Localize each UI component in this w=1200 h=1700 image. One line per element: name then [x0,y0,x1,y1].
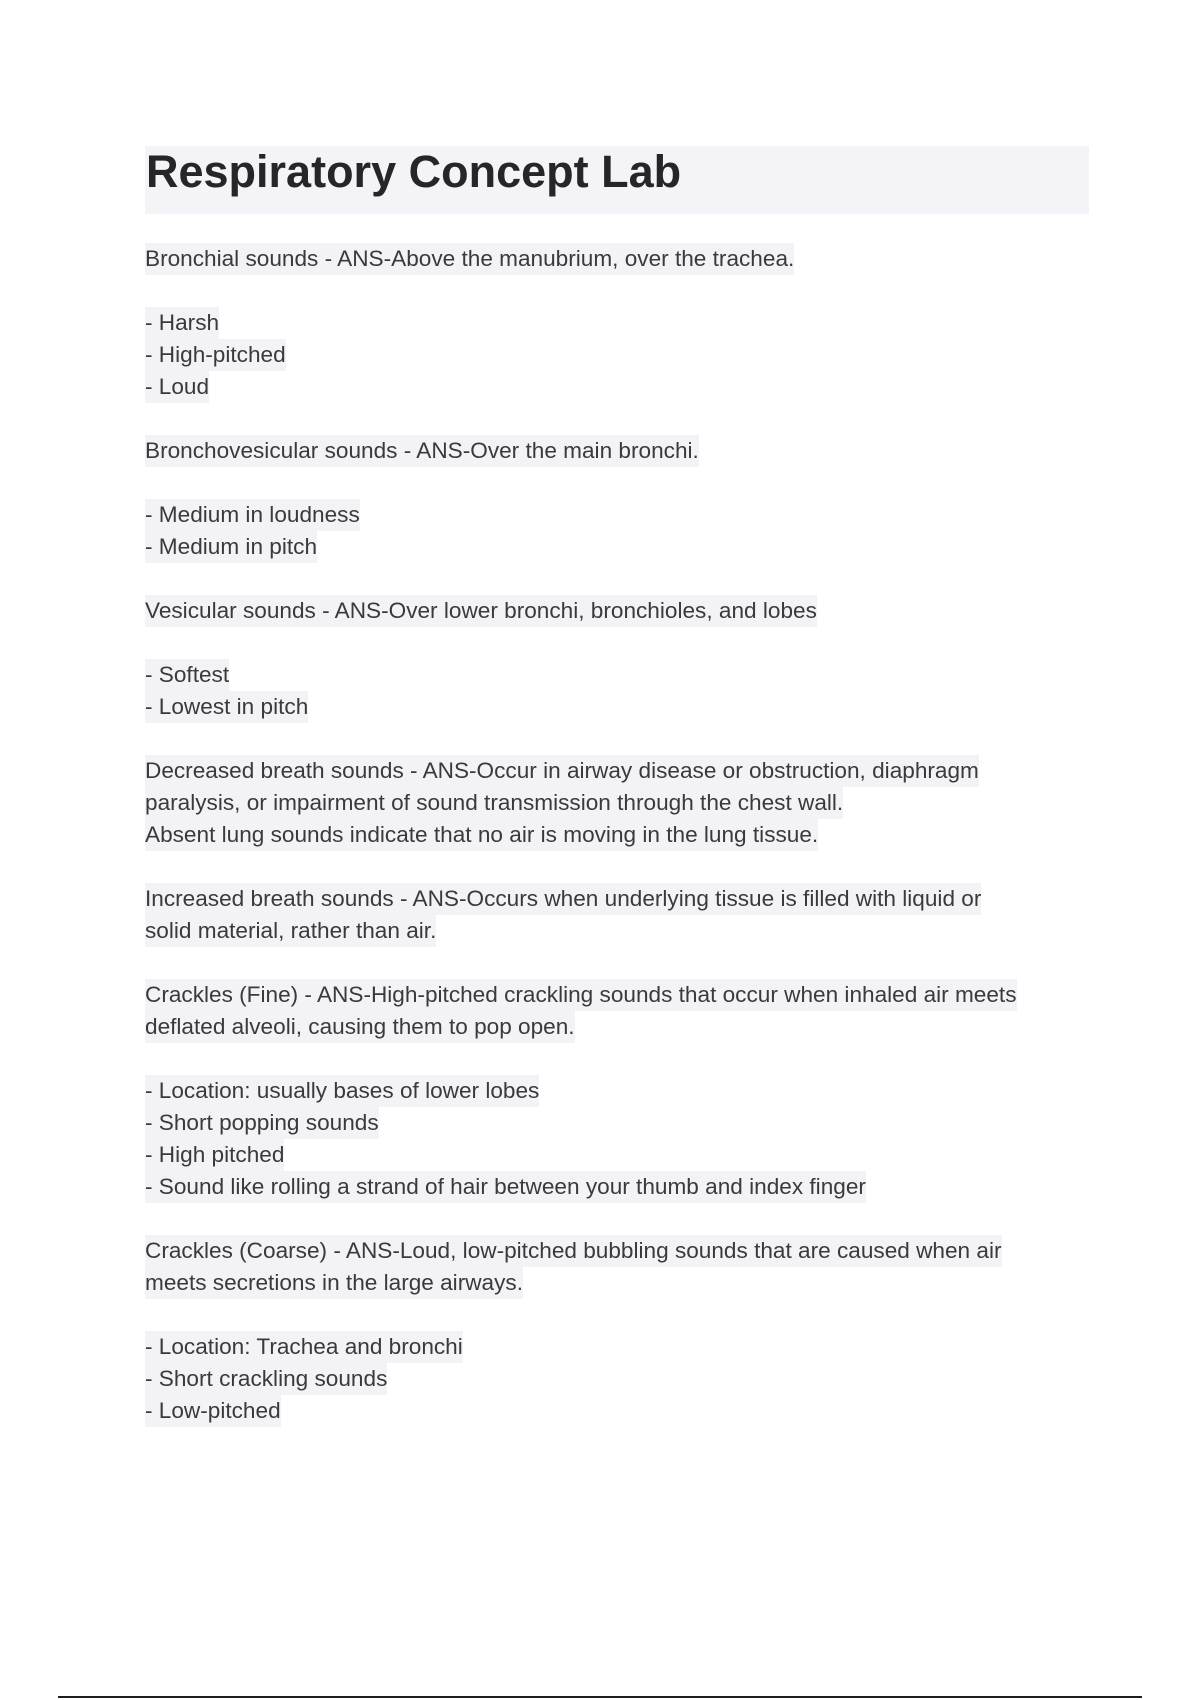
bullet-item: - Short popping sounds [145,1107,379,1139]
paragraph-gap [145,1299,1089,1331]
bullet-item: - Low-pitched [145,1395,281,1427]
paragraph-gap [145,851,1089,883]
paragraph-gap [145,563,1089,595]
bullet-item: - Softest [145,659,229,691]
paragraph-line: Bronchovesicular sounds - ANS-Over the main bronchi. [145,435,699,467]
paragraph-line: Vesicular sounds - ANS-Over lower bronchi, bronchioles, and lobes [145,595,817,627]
term-paragraph [145,979,1089,1043]
paragraph-line: Decreased breath sounds - ANS-Occur in airway disease or obstruction, diaphragm [145,755,979,787]
bullet-item: - Sound like rolling a strand of hair between your thumb and index finger [145,1171,866,1203]
paragraph-line: Increased breath sounds - ANS-Occurs when underlying tissue is filled with liquid or [145,883,981,915]
bullet-item: - Location: Trachea and bronchi [145,1331,463,1363]
bullet-item: - Harsh [145,307,219,339]
paragraph-line: Absent lung sounds indicate that no air is moving in the lung tissue. [145,819,818,851]
paragraph-gap [145,275,1089,307]
term-paragraph [145,883,1089,947]
paragraph-gap [145,627,1089,659]
page-bottom-rule [58,1696,1142,1698]
paragraph-gap [145,1203,1089,1235]
term-paragraph [145,435,1089,467]
paragraph-line: Crackles (Coarse) - ANS-Loud, low-pitched bubbling sounds that are caused when air [145,1235,1002,1267]
paragraph-line: solid material, rather than air. [145,915,436,947]
bullet-item: - High-pitched [145,339,286,371]
term-paragraph [145,595,1089,627]
term-paragraph [145,243,1089,275]
paragraph-gap [145,467,1089,499]
paragraph-gap [145,1043,1089,1075]
document-title: Respiratory Concept Lab [146,146,682,197]
bullet-item: - Medium in loudness [145,499,360,531]
paragraph-line: meets secretions in the large airways. [145,1267,523,1299]
bullet-list [145,1075,1089,1203]
term-paragraph [145,755,1089,851]
bullet-item: - Short crackling sounds [145,1363,387,1395]
paragraph-line: paralysis, or impairment of sound transmission through the chest wall. [145,787,843,819]
paragraph-line: Crackles (Fine) - ANS-High-pitched crackling sounds that occur when inhaled air meets [145,979,1017,1011]
bullet-list [145,307,1089,403]
bullet-item: - Loud [145,371,209,403]
paragraph-gap [145,723,1089,755]
document-body [145,243,1089,1427]
bullet-list [145,1331,1089,1427]
bullet-item: - High pitched [145,1139,284,1171]
bullet-item: - Lowest in pitch [145,691,308,723]
bullet-list [145,499,1089,563]
paragraph-gap [145,947,1089,979]
bullet-list [145,659,1089,723]
bullet-item: - Medium in pitch [145,531,317,563]
term-paragraph [145,1235,1089,1299]
bullet-item: - Location: usually bases of lower lobes [145,1075,539,1107]
paragraph-line: deflated alveoli, causing them to pop open. [145,1011,575,1043]
paragraph-gap [145,403,1089,435]
paragraph-line: Bronchial sounds - ANS-Above the manubrium, over the trachea. [145,243,794,275]
